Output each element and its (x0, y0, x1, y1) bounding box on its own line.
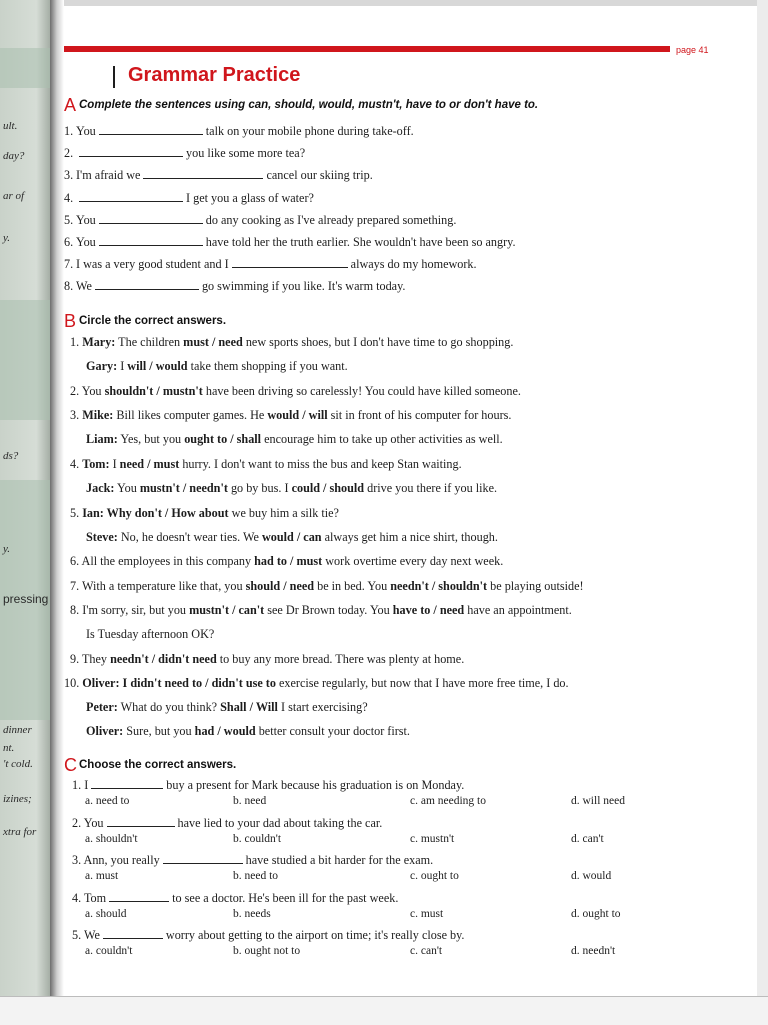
fill-in-item (64, 257, 477, 271)
answer-blank[interactable] (91, 778, 163, 789)
book-spine (50, 0, 64, 1024)
answer-option[interactable]: b. needs (233, 907, 271, 920)
answer-option[interactable]: c. must (410, 907, 444, 920)
multiple-choice-question (72, 891, 398, 905)
item-number: 1. (70, 335, 83, 349)
item-text: Bill likes computer games. He (113, 408, 268, 422)
fill-in-item (64, 191, 314, 205)
item-text: always get him a nice shirt, though. (321, 530, 498, 544)
answer-blank[interactable] (107, 816, 175, 827)
answer-choice[interactable]: Peter: (86, 700, 118, 714)
item-text: buy a present for Mark because his graduation is on Monday. (166, 778, 465, 792)
item-text: You (76, 235, 96, 249)
item-text: I (109, 457, 120, 471)
answer-choice[interactable]: Mike: (82, 408, 114, 422)
page-number: page 41 (676, 45, 709, 55)
item-number: 3. (70, 408, 83, 422)
answer-choice[interactable]: had / would (194, 724, 256, 738)
item-text: we buy him a silk tie? (228, 506, 339, 520)
numbered-item (70, 335, 513, 349)
item-number: 2. (70, 384, 82, 398)
item-text: We (83, 928, 100, 942)
answer-blank[interactable] (95, 279, 199, 290)
answer-choice[interactable]: needn't / didn't need (110, 652, 217, 666)
multiple-choice-question (72, 853, 433, 867)
facing-page-fragment: ar of (3, 190, 25, 202)
fill-in-item (64, 124, 414, 138)
item-continuation (86, 627, 214, 641)
item-text: Sure, but you (123, 724, 195, 738)
answer-option[interactable]: b. couldn't (233, 832, 282, 845)
item-text: I (117, 359, 128, 373)
answer-option[interactable]: c. mustn't (410, 832, 455, 845)
item-text: have told her the truth earlier. She wouldn't have been so angry. (205, 235, 516, 249)
answer-option[interactable]: c. ought to (410, 870, 459, 882)
item-number: 7. (70, 579, 82, 593)
answer-choice[interactable]: Shall / Will (220, 700, 278, 714)
facing-page-fragment: dinner (3, 724, 32, 736)
facing-page-fragment: day? (3, 150, 25, 162)
item-text: take them shopping if you want. (187, 359, 348, 373)
answer-blank[interactable] (109, 891, 169, 902)
answer-choice[interactable]: Gary: (86, 359, 118, 373)
item-number: 9. (70, 652, 82, 666)
title-separator (113, 66, 115, 88)
answer-choice[interactable]: need / must (119, 457, 180, 471)
fill-in-item (64, 279, 405, 293)
facing-page-band (0, 300, 52, 420)
item-text: Ann, you really (83, 853, 160, 867)
item-text: talk on your mobile phone during take-off. (205, 124, 414, 138)
section-a-instruction: Complete the sentences using can, should, would, mustn't, have to or don't have to. (79, 99, 539, 111)
answer-choice[interactable]: Oliver: I didn't need to / didn't use to (82, 676, 276, 690)
item-text: worry about getting to the airport on time; it's really close by. (165, 928, 465, 942)
facing-page-fragment: nt. (3, 742, 15, 754)
facing-page-fragment: y. (3, 232, 11, 244)
item-continuation (86, 359, 348, 373)
answer-choice[interactable]: shouldn't / mustn't (104, 384, 203, 398)
item-text: Tom (83, 890, 107, 905)
item-text: you like some more tea? (186, 146, 306, 161)
item-number: 1. (72, 778, 85, 792)
section-b-instruction: Circle the correct answers. (79, 315, 227, 327)
answer-choice[interactable]: will / would (127, 359, 188, 373)
item-number: 7. (64, 257, 74, 272)
section-c-instruction: Choose the correct answers. (79, 759, 237, 771)
facing-page-fragment: izines; (3, 793, 32, 805)
item-text: I get you a glass of water? (186, 190, 314, 205)
multiple-choice-question (72, 928, 464, 942)
item-text: We (76, 279, 92, 294)
facing-page-fragment: ult. (3, 120, 18, 132)
numbered-item (70, 579, 584, 593)
item-text: They (81, 652, 111, 666)
item-text: cancel our skiing trip. (266, 168, 373, 183)
item-number: 6. (64, 235, 74, 249)
item-text: I was a very good student and I (76, 257, 229, 272)
item-text: always do my homework. (350, 257, 477, 272)
facing-page-fragment: xtra for (3, 826, 37, 838)
item-text: do any cooking as I've already prepared something. (205, 212, 457, 227)
numbered-item (70, 603, 572, 617)
answer-choice[interactable]: ought to / shall (184, 432, 262, 446)
item-text: drive you there if you like. (364, 481, 498, 495)
item-text: I start exercising? (277, 700, 368, 714)
numbered-item (70, 554, 503, 568)
page-title: Grammar Practice (128, 64, 301, 86)
item-text: to see a doctor. He's been ill for the past week. (172, 890, 399, 905)
item-text: With a temperature like that, you (81, 579, 246, 593)
answer-option[interactable]: d. ought to (571, 907, 621, 920)
facing-page-fragment: y. (3, 543, 11, 555)
answer-choice[interactable]: Mary: (82, 335, 116, 349)
item-number: 10. (64, 676, 83, 690)
fill-in-item (64, 235, 516, 249)
answer-option[interactable]: b. need (233, 795, 267, 807)
item-number: 5. (72, 928, 84, 942)
fill-in-item (64, 168, 373, 182)
page-top-edge (0, 0, 768, 6)
answer-choice[interactable]: Steve: (86, 530, 118, 544)
fill-in-item (64, 146, 305, 160)
item-number: 6. (70, 554, 82, 568)
item-continuation (86, 530, 498, 544)
item-text: What do you think? (117, 700, 221, 714)
item-number: 4. (64, 190, 74, 205)
item-text: You (81, 384, 105, 398)
answer-option[interactable]: b. ought not to (233, 945, 301, 957)
item-text: to buy any more bread. There was plenty at home. (216, 652, 465, 666)
page-right-edge (757, 0, 768, 1024)
answer-choice[interactable]: must / need (183, 335, 243, 349)
answer-choice[interactable]: should / need (245, 579, 315, 593)
answer-option[interactable]: c. can't (410, 945, 443, 957)
answer-option[interactable]: c. am needing to (410, 795, 487, 807)
item-number: 1. (64, 124, 74, 138)
answer-option[interactable]: a. must (85, 870, 119, 882)
multiple-choice-question (72, 816, 382, 830)
facing-page-band (0, 48, 52, 88)
item-text: No, he doesn't wear ties. We (117, 530, 262, 544)
item-text: You (83, 815, 104, 830)
facing-page-strip (0, 0, 52, 1024)
item-number: 5. (64, 212, 74, 227)
answer-choice[interactable]: could / should (291, 481, 365, 495)
item-text: see Dr Brown today. You (264, 603, 393, 617)
item-number: 3. (72, 853, 84, 867)
item-number: 8. (64, 279, 74, 294)
item-text: have an appointment. (464, 603, 572, 617)
answer-blank[interactable] (99, 124, 203, 135)
item-number: 5. (70, 506, 83, 520)
item-text: encourage him to take up other activities as well. (261, 432, 503, 446)
numbered-item (70, 408, 511, 422)
numbered-item (70, 384, 521, 398)
item-number: 2. (72, 815, 84, 830)
item-text: have lied to your dad about taking the car. (177, 815, 383, 830)
answer-blank[interactable] (143, 168, 263, 179)
facing-page-fragment: ds? (3, 450, 19, 462)
item-text: I (84, 778, 89, 792)
answer-option[interactable]: a. should (85, 907, 127, 920)
item-text: have studied a bit harder for the exam. (245, 853, 434, 867)
answer-blank[interactable] (99, 213, 203, 224)
item-text: have been driving so carelessly! You could have killed someone. (202, 384, 521, 398)
answer-option[interactable]: a. couldn't (85, 945, 133, 957)
item-continuation (86, 432, 503, 446)
answer-choice[interactable]: mustn't / needn't (139, 481, 228, 495)
item-text: better consult your doctor first. (255, 724, 410, 738)
answer-choice[interactable]: had to / must (254, 554, 323, 568)
answer-option[interactable]: d. would (571, 870, 612, 882)
item-continuation (86, 700, 368, 714)
item-number: 2. (64, 146, 74, 161)
item-number: 3. (64, 168, 74, 183)
answer-choice[interactable]: would / can (261, 530, 322, 544)
item-number: 8. (70, 603, 83, 617)
item-text: I'm afraid we (76, 168, 141, 183)
item-text: exercise regularly, but now that I have more free time, I do. (275, 676, 569, 690)
facing-page-fragment: 't cold. (3, 758, 33, 770)
item-continuation (86, 481, 497, 495)
answer-blank[interactable] (103, 928, 163, 939)
item-text: You (76, 212, 96, 227)
answer-option[interactable]: a. shouldn't (85, 832, 138, 845)
answer-choice[interactable]: Ian: Why don't / How about (82, 506, 229, 520)
item-text: hurry. I don't want to miss the bus and keep Stan waiting. (179, 457, 462, 471)
item-text: Yes, but you (117, 432, 185, 446)
item-text: new sports shoes, but I don't have time to go shopping. (242, 335, 514, 349)
item-text: I'm sorry, sir, but you (82, 603, 190, 617)
answer-option[interactable]: d. can't (571, 832, 604, 845)
answer-blank[interactable] (79, 191, 183, 202)
numbered-item (70, 457, 462, 471)
answer-option[interactable]: b. need to (233, 870, 279, 882)
section-a-letter: A (64, 95, 77, 115)
facing-page-fragment: pressing (3, 592, 49, 606)
answer-blank[interactable] (232, 257, 348, 268)
answer-choice[interactable]: Tom: (82, 457, 110, 471)
answer-choice[interactable]: have to / need (392, 603, 465, 617)
item-number: 4. (70, 457, 83, 471)
header-rule (64, 46, 670, 52)
answer-choice[interactable]: needn't / shouldn't (390, 579, 488, 593)
answer-blank[interactable] (79, 146, 183, 157)
item-text: sit in front of his computer for hours. (327, 408, 512, 422)
answer-option[interactable]: d. needn't (571, 945, 616, 957)
numbered-item (70, 652, 464, 666)
item-text: You (114, 481, 140, 495)
item-text: Is Tuesday afternoon OK? (86, 627, 215, 641)
item-text: The children (115, 335, 184, 349)
section-c-letter: C (64, 755, 77, 775)
item-continuation (86, 724, 410, 738)
answer-option[interactable]: a. need to (85, 795, 130, 807)
answer-blank[interactable] (163, 853, 243, 864)
numbered-item (64, 676, 569, 690)
answer-choice[interactable]: Oliver: (86, 724, 124, 738)
fill-in-item (64, 213, 456, 227)
item-text: be in bed. You (314, 579, 391, 593)
answer-choice[interactable]: would / will (267, 408, 328, 422)
item-text: work overtime every day next week. (322, 554, 504, 568)
answer-choice[interactable]: Jack: (86, 481, 115, 495)
numbered-item (70, 506, 339, 520)
item-text: go by bus. I (227, 481, 292, 495)
answer-option[interactable]: d. will need (571, 795, 625, 807)
item-text: go swimming if you like. It's warm today. (201, 279, 406, 294)
section-b-letter: B (64, 311, 77, 331)
multiple-choice-question (72, 778, 464, 792)
answer-choice[interactable]: Liam: (86, 432, 118, 446)
item-text: You (76, 124, 96, 138)
item-text: be playing outside! (487, 579, 584, 593)
item-number: 4. (72, 890, 84, 905)
answer-choice[interactable]: mustn't / can't (189, 603, 265, 617)
answer-blank[interactable] (99, 235, 203, 246)
item-text: All the employees in this company (81, 554, 255, 568)
page-bottom-edge (0, 996, 768, 1025)
